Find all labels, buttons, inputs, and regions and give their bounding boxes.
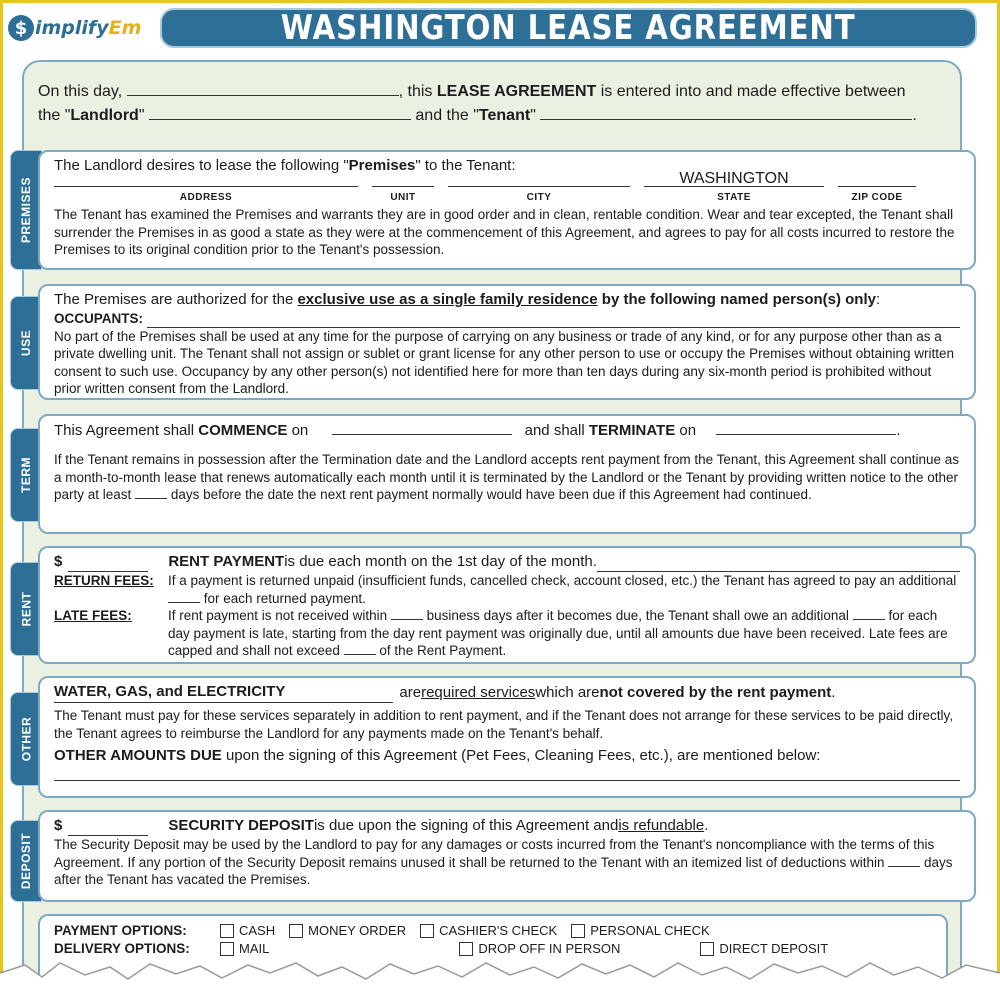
occupants-label: OCCUPANTS: bbox=[54, 311, 143, 326]
use-body: No part of the Premises shall be used at any time for the purpose of carrying on any business or trade of any kind, or for any purpose other than as a private dwelling unit. The Tenant shall not assign or sublet or grant license for any other person to use or occupy the Premises without obtaining written consent to such use. Occupancy by any other person(s) not identified here for more than ten days during any six-month period is prohibited without prior written consent from the Landlord. bbox=[54, 328, 955, 396]
return-fees-text bbox=[168, 572, 960, 607]
tab-label: PREMISES bbox=[19, 176, 34, 244]
text: If the Tenant remains in possession after the Termination date and the Landlord accepts rent payment from the Tenant, this Agreement shall continue as a month-to-month lease that renews automatically each month until it is terminated by the Landlord or the Tenant by providing written notice to the other party at least bbox=[54, 452, 960, 502]
rent-fees bbox=[54, 572, 960, 660]
checkbox-icon bbox=[289, 924, 303, 938]
tab-label: RENT bbox=[19, 591, 34, 627]
text: for each day payment is late, starting from the day rent payment was originally due, until all amounts due have been received. Late fees are capped and shall not exceed bbox=[168, 608, 948, 658]
option-label: CASH bbox=[239, 923, 276, 938]
term-section bbox=[38, 414, 976, 534]
title-banner bbox=[160, 8, 977, 48]
cashiers-check-checkbox[interactable] bbox=[420, 922, 557, 940]
text: is due each month on the 1st day of the month. bbox=[284, 553, 597, 570]
state-value: WASHINGTON bbox=[644, 172, 824, 187]
term-body bbox=[54, 451, 960, 504]
commence-term: COMMENCE bbox=[198, 422, 288, 439]
option-label: MONEY ORDER bbox=[308, 923, 407, 938]
text: This Agreement shall bbox=[54, 422, 199, 439]
intro-text: the " bbox=[38, 107, 71, 124]
tab-label: TERM bbox=[19, 457, 33, 493]
option-label: PERSONAL CHECK bbox=[590, 923, 710, 938]
personal-check-checkbox[interactable] bbox=[571, 922, 709, 940]
premises-body: The Tenant has examined the Premises and warrants they are in good order and in clean, rentable condition. Wear and tear excepted, the Tenant shall surrender the Premises in as good a state as they were at the commencement of this Agreement, and agrees to pay for all costs incurred to restore the Premises to its original condition prior to the Tenant's possession. bbox=[54, 207, 955, 257]
tenant-name-field[interactable] bbox=[540, 105, 912, 120]
text: The Security Deposit may be used by the Landlord to pay for any damages or costs incurred from the Tenant's noncompliance with the terms of this Agreement. If any portion of the Security Deposit remains unused it shall be returned to the Tenant with an itemized list of deductions within bbox=[54, 837, 935, 870]
text: on bbox=[287, 422, 309, 439]
state-label: STATE bbox=[717, 191, 751, 203]
terminate-date-field[interactable] bbox=[716, 420, 896, 435]
security-deposit-term: SECURITY DEPOSIT bbox=[168, 817, 314, 834]
services-field[interactable]: WATER, GAS, and ELECTRICITY bbox=[54, 682, 393, 703]
landlord-term: Landlord bbox=[70, 107, 139, 124]
use-section bbox=[38, 284, 976, 400]
other-amounts-field[interactable] bbox=[54, 766, 960, 781]
text: is due upon the signing of this Agreement and bbox=[313, 817, 619, 834]
document-title: WASHINGTON LEASE AGREEMENT bbox=[281, 8, 856, 48]
zip-field[interactable] bbox=[838, 172, 916, 207]
intro-text: On this day, bbox=[38, 83, 123, 100]
other-section bbox=[38, 676, 976, 798]
deposit-body bbox=[54, 836, 960, 889]
rent-payment-term: RENT PAYMENT bbox=[168, 553, 285, 570]
text: which are bbox=[535, 684, 600, 701]
logo-em-text: Em bbox=[108, 17, 142, 39]
text: : bbox=[875, 291, 881, 308]
option-label: DIRECT DEPOSIT bbox=[719, 941, 829, 956]
text: . bbox=[896, 422, 901, 439]
refundable-term: is refundable bbox=[618, 817, 705, 834]
torn-page-edge bbox=[0, 955, 1000, 1000]
cash-checkbox[interactable] bbox=[220, 922, 275, 940]
logo-simplify-text: implify bbox=[35, 17, 109, 39]
intro-text: is entered into and made effective between bbox=[596, 83, 906, 100]
city-field[interactable] bbox=[448, 172, 630, 207]
intro-text: , this bbox=[398, 83, 437, 100]
return-fee-field[interactable] bbox=[168, 592, 200, 603]
deposit-return-days-field[interactable] bbox=[888, 856, 920, 867]
intro-text: " bbox=[138, 107, 145, 124]
state-field[interactable] bbox=[644, 169, 824, 207]
checkbox-icon bbox=[220, 924, 234, 938]
deposit-lead bbox=[54, 816, 960, 836]
late-fees-text bbox=[168, 607, 960, 660]
text: " to the Tenant: bbox=[415, 157, 516, 174]
rule bbox=[597, 557, 960, 572]
exclusive-use-term: exclusive use as a single family residence bbox=[297, 291, 598, 308]
rent-amount-field[interactable] bbox=[68, 557, 148, 572]
landlord-name-field[interactable] bbox=[149, 105, 411, 120]
text: business days after it becomes due, the Tenant shall owe an additional bbox=[426, 608, 849, 623]
tab-label: DEPOSIT bbox=[19, 832, 33, 890]
occupants-row bbox=[54, 310, 960, 328]
checkbox-icon bbox=[420, 924, 434, 938]
deposit-section bbox=[38, 810, 976, 902]
late-fee-field[interactable] bbox=[853, 609, 885, 620]
money-order-checkbox[interactable] bbox=[289, 922, 406, 940]
lease-agreement-term: LEASE AGREEMENT bbox=[436, 83, 597, 100]
text: . bbox=[831, 684, 836, 701]
intro-text: " bbox=[530, 107, 536, 124]
rent-section bbox=[38, 546, 976, 664]
text: on bbox=[675, 422, 697, 439]
dollar-s-logo-icon: $ bbox=[8, 15, 34, 41]
late-cap-field[interactable] bbox=[344, 644, 376, 655]
text: are bbox=[399, 684, 422, 701]
address-field[interactable] bbox=[54, 172, 358, 207]
option-label: DROP OFF IN PERSON bbox=[478, 941, 621, 956]
checkbox-icon bbox=[571, 924, 585, 938]
tab-label: OTHER bbox=[19, 716, 33, 762]
late-days-field[interactable] bbox=[391, 609, 423, 620]
text: The Premises are authorized for the bbox=[54, 291, 298, 308]
text: for each returned payment. bbox=[203, 590, 366, 606]
text: days after the Tenant has vacated the Premises. bbox=[54, 854, 953, 887]
services-body: The Tenant must pay for these services separately in addition to rent payment, and if the Tenant does not arrange for these services to be paid directly, the Tenant agrees to reimburse the Landlord for any payments made on the Tenant's behalf. bbox=[54, 708, 954, 741]
named-persons-term: by the following named person(s) only bbox=[597, 291, 876, 308]
text: of the Rent Payment. bbox=[379, 643, 507, 658]
use-lead bbox=[54, 290, 960, 310]
premises-term: Premises bbox=[348, 157, 416, 174]
checkbox-icon bbox=[459, 942, 473, 956]
terminate-term: TERMINATE bbox=[588, 422, 676, 439]
dollar-sign: $ bbox=[54, 817, 63, 834]
other-amounts-lead bbox=[54, 746, 960, 766]
address-label: ADDRESS bbox=[179, 191, 233, 203]
tab-label: USE bbox=[19, 329, 33, 357]
text: The Landlord desires to lease the following " bbox=[54, 157, 349, 174]
other-amounts-term: OTHER AMOUNTS DUE bbox=[54, 747, 222, 764]
return-fees-label: RETURN FEES: bbox=[54, 573, 154, 588]
not-covered-term: not covered by the rent payment bbox=[599, 684, 832, 701]
required-services-term: required services bbox=[421, 684, 536, 701]
notice-days-field[interactable] bbox=[135, 488, 167, 499]
term-lead bbox=[54, 420, 960, 441]
option-label: MAIL bbox=[239, 941, 270, 956]
text: If rent payment is not received within bbox=[168, 608, 388, 623]
payment-options-label: PAYMENT OPTIONS: bbox=[54, 923, 187, 938]
checkbox-icon bbox=[700, 942, 714, 956]
simplifyem-logo bbox=[8, 10, 158, 46]
text: . bbox=[704, 817, 709, 834]
text: and shall bbox=[524, 422, 589, 439]
late-fees-label: LATE FEES: bbox=[54, 608, 132, 623]
text: days before the date the next rent payment normally would have been due if this Agreement had continued. bbox=[170, 487, 812, 502]
option-label: CASHIER'S CHECK bbox=[439, 923, 558, 938]
commence-date-field[interactable] bbox=[332, 420, 512, 435]
checkbox-icon bbox=[220, 942, 234, 956]
text: If a payment is returned unpaid (insufficient funds, cancelled check, account closed, etc.) the Tenant has agreed to pay an additional bbox=[168, 573, 957, 588]
occupants-field[interactable] bbox=[147, 313, 960, 328]
delivery-options-label: DELIVERY OPTIONS: bbox=[54, 941, 190, 956]
unit-field[interactable] bbox=[372, 172, 434, 207]
premises-section bbox=[38, 150, 976, 270]
intro-paragraph: On this day, , this LEASE AGREEMENT is entered into and made effective between the "Landlord" and the "Tenant" . bbox=[38, 83, 917, 124]
address-row bbox=[54, 169, 960, 206]
date-field[interactable] bbox=[127, 81, 399, 96]
tenant-term: Tenant bbox=[478, 107, 531, 124]
deposit-amount-field[interactable] bbox=[68, 821, 148, 836]
services-lead bbox=[54, 682, 960, 703]
intro-text: and the " bbox=[415, 107, 479, 124]
text: upon the signing of this Agreement (Pet Fees, Cleaning Fees, etc.), are mentioned below: bbox=[221, 747, 821, 764]
unit-label: UNIT bbox=[390, 191, 416, 203]
payment-options-row bbox=[54, 922, 932, 940]
zip-label: ZIP CODE bbox=[851, 191, 903, 203]
city-label: CITY bbox=[526, 191, 552, 203]
dollar-sign: $ bbox=[54, 553, 63, 570]
rent-lead bbox=[54, 552, 960, 572]
